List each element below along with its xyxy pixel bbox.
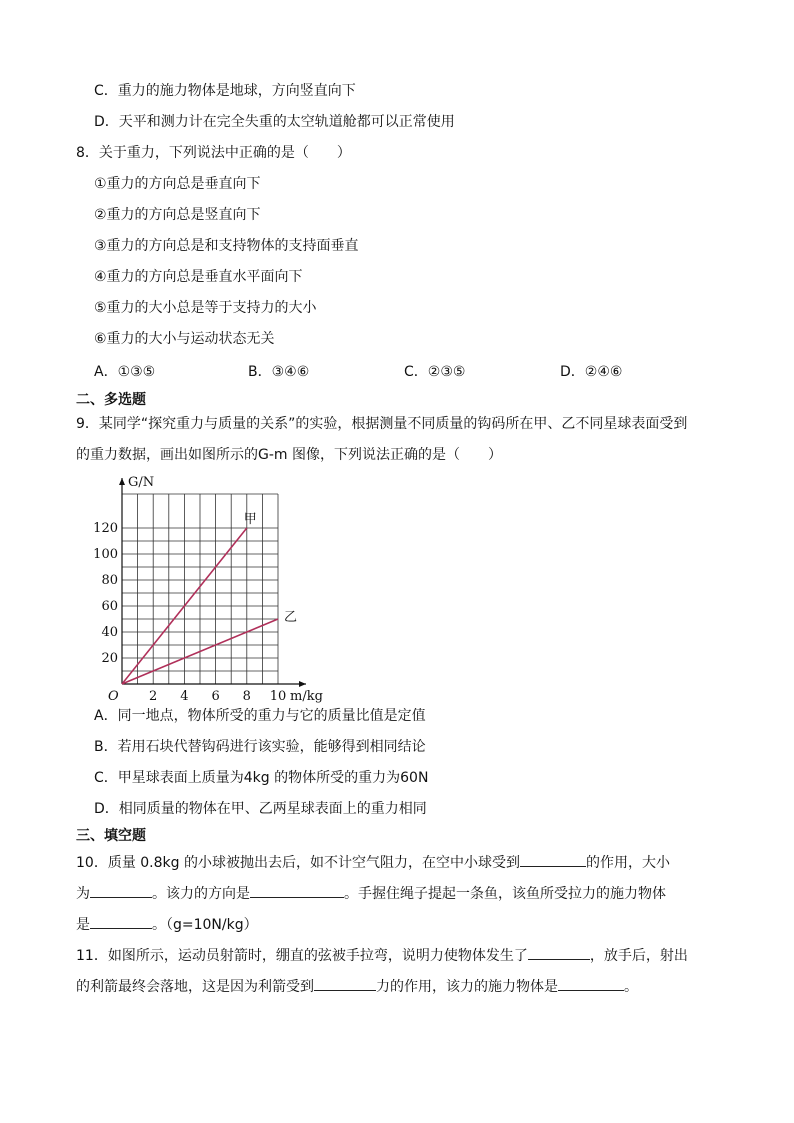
q8-statement-2: ②重力的方向总是竖直向下 [94, 207, 261, 223]
chart-labels [93, 475, 323, 704]
section-heading-fill-blank: 三、填空题 [76, 828, 146, 844]
q10-text-1b: 的作用，大小 [585, 855, 670, 871]
q10-blank-2[interactable] [90, 882, 152, 898]
g-m-chart [93, 474, 340, 704]
q8-statement-4: ④重力的方向总是垂直水平面向下 [94, 269, 303, 285]
q8-option-d: D．②④⑥ [560, 364, 623, 380]
y-axis-arrow [119, 478, 125, 485]
x-axis-label: m/kg [290, 689, 323, 704]
x-tick-label: 2 [149, 689, 158, 704]
y-tick-label: 20 [101, 651, 118, 666]
series-label-yi: 乙 [284, 610, 298, 625]
q7-option-d: D．天平和测力计在完全失重的太空轨道舱都可以正常使用 [94, 114, 455, 130]
q11-blank-1[interactable] [528, 944, 590, 960]
q9-stem-line-1: 9．某同学“探究重力与质量的关系”的实验，根据测量不同质量的钩码所在甲、乙不同星球表面受到 [76, 416, 688, 432]
q10-blank-3[interactable] [250, 882, 344, 898]
q8-stem: 8．关于重力，下列说法中正确的是（ ） [76, 145, 351, 161]
q11-line-2 [76, 975, 638, 997]
x-tick-label: 6 [211, 689, 220, 704]
q10-text-1a: 10．质量 0.8kg 的小球被抛出去后，如不计空气阻力，在空中小球受到 [76, 855, 520, 871]
q8-option-b: B．③④⑥ [248, 364, 310, 380]
q7-option-c: C．重力的施力物体是地球，方向竖直向下 [94, 83, 356, 99]
q8-option-a: A．①③⑤ [94, 364, 156, 380]
q8-statement-6: ⑥重力的大小与运动状态无关 [94, 331, 275, 347]
q10-text-2c: 。手握住绳子提起一条鱼，该鱼所受拉力的施力物体 [344, 886, 666, 902]
q11-text-2c: 。 [624, 979, 638, 995]
q10-text-2a: 为 [76, 886, 90, 902]
q11-blank-2[interactable] [314, 975, 376, 991]
y-axis-label: G/N [128, 475, 155, 490]
q9-stem-line-2: 的重力数据，画出如图所示的G-m 图像，下列说法正确的是（ ） [76, 447, 502, 463]
x-tick-label: 8 [242, 689, 251, 704]
q11-text-2b: 力的作用，该力的施力物体是 [376, 979, 558, 995]
q9-option-c: C．甲星球表面上质量为4kg 的物体所受的重力为60N [94, 770, 429, 786]
q11-blank-3[interactable] [558, 975, 624, 991]
y-tick-label: 120 [93, 521, 118, 536]
q10-line-2 [76, 882, 666, 904]
q10-text-2b: 。该力的方向是 [152, 886, 250, 902]
q8-option-c: C．②③⑤ [404, 364, 466, 380]
x-tick-label: 4 [180, 689, 189, 704]
q10-text-3a: 是 [76, 917, 90, 933]
x-tick-label: 10 [269, 689, 287, 704]
y-tick-label: 80 [101, 573, 118, 588]
q9-option-a: A．同一地点，物体所受的重力与它的质量比值是定值 [94, 708, 426, 724]
q8-statement-3: ③重力的方向总是和支持物体的支持面垂直 [94, 238, 359, 254]
y-tick-label: 100 [93, 547, 118, 562]
q9-option-d: D．相同质量的物体在甲、乙两星球表面上的重力相同 [94, 801, 427, 817]
q10-blank-4[interactable] [90, 913, 152, 929]
series-label-jia: 甲 [243, 512, 257, 527]
q10-blank-1[interactable] [520, 851, 586, 867]
q10-line-1 [76, 851, 670, 873]
y-tick-label: 40 [101, 625, 118, 640]
q10-line-3 [76, 913, 258, 935]
x-axis-arrow [299, 681, 306, 687]
q8-statement-5: ⑤重力的大小总是等于支持力的大小 [94, 300, 317, 316]
q10-text-3b: 。（g=10N/kg） [152, 917, 258, 933]
q11-line-1 [76, 944, 688, 966]
q11-text-1b: ，放手后，射出 [589, 948, 688, 964]
q9-option-b: B．若用石块代替钩码进行该实验，能够得到相同结论 [94, 739, 426, 755]
q8-statement-1: ①重力的方向总是垂直向下 [94, 176, 261, 192]
q11-text-2a: 的利箭最终会落地，这是因为利箭受到 [76, 979, 314, 995]
origin-label: O [108, 689, 119, 704]
q11-text-1a: 11．如图所示，运动员射箭时，绷直的弦被手拉弯，说明力使物体发生了 [76, 948, 528, 964]
section-heading-multi-choice: 二、多选题 [76, 392, 146, 408]
y-tick-label: 60 [101, 599, 118, 614]
